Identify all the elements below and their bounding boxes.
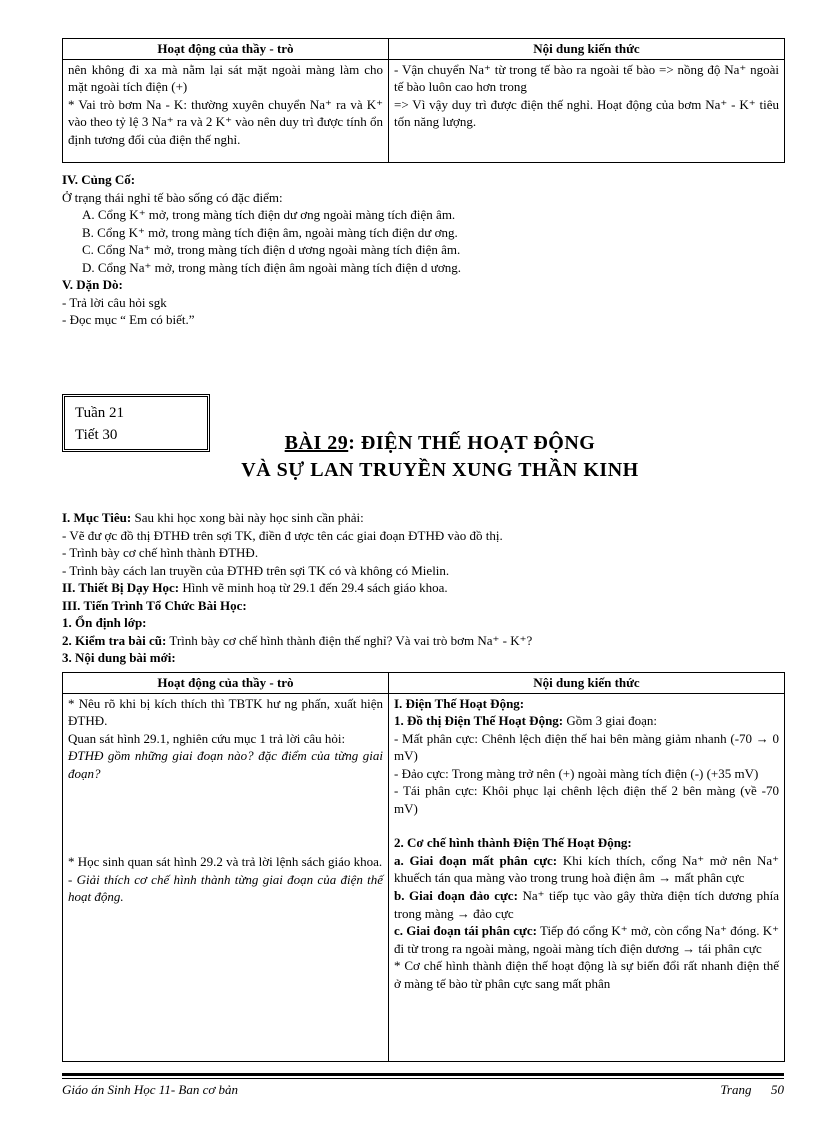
graph-text: Gồm 3 giai đoạn: <box>563 713 658 729</box>
stage-depolarization: - Mất phân cực: Chênh lệch điện thế hai bên màng giảm nhanh (-70 → 0 mV) <box>394 730 779 764</box>
mechanism-heading: 2. Cơ chế hình thành Điện Thế Hoạt Động: <box>394 835 632 851</box>
mechanism-summary: * Cơ chế hình thành điện thế hoạt động là sự biến đổi rất nhanh điện thế ở màng tế bào từ phân cực sang mất phân <box>394 958 779 991</box>
section-action-potential: I. Điện Thế Hoạt Động: <box>394 695 525 711</box>
footer-page-label: Trang <box>720 1082 752 1097</box>
table2-header-activity: Hoạt động của thầy - trò <box>63 673 389 694</box>
homework-item-2: - Đọc mục “ Em có biết.” <box>62 312 195 328</box>
homework-heading: V. Dặn Dò: <box>62 277 123 293</box>
table1-activity-p2: * Vai trò bơm Na - K: thường xuyên chuyển Na⁺ ra và K⁺ vào theo tỷ lệ 3 Na⁺ ra và 2 K⁺ vào nên duy trì được tính ổn định tương đối của điện thế nghỉ. <box>68 96 383 147</box>
activity-question-1: ĐTHĐ gồm những giai đoạn nào? đặc điểm của từng giai đoạn? <box>68 748 383 781</box>
week-label: Tuần 21 <box>75 405 125 421</box>
page-footer <box>62 1073 784 1099</box>
objective-item-2: - Trình bày cơ chế hình thành ĐTHĐ. <box>62 545 259 561</box>
lesson-title-line1: : ĐIỆN THẾ HOẠT ĐỘNG <box>348 432 596 454</box>
answer-option-b: B. Cổng K⁺ mở, trong màng tích điện âm, ngoài màng tích điện dư ơng. <box>82 224 458 240</box>
lesson-number: BÀI 29 <box>284 432 349 454</box>
objectives-intro: Sau khi học xong bài này học sinh cần phải: <box>131 510 364 525</box>
activity-p1: * Nêu rõ khi bị kích thích thì TBTK hư ng phấn, xuất hiện ĐTHĐ. <box>68 695 383 729</box>
review-heading: 2. Kiểm tra bài cũ: <box>62 632 167 648</box>
period-label: Tiết 30 <box>75 426 118 443</box>
stage-reversal: - Đảo cực: Trong màng trở nên (+) ngoài màng tích điện (-) (+35 mV) <box>394 765 759 781</box>
table1-content-cell <box>389 59 785 162</box>
review-text: Trình bày cơ chế hình thành điện thế nghỉ? Và vai trò bơm Na⁺ - K⁺? <box>166 632 533 648</box>
answer-option-a: A. Cổng K⁺ mở, trong màng tích điện dư ơng ngoài màng tích điện âm. <box>82 207 456 223</box>
consolidation-question: Ở trạng thái nghỉ tế bào sống có đặc điểm: <box>62 189 283 205</box>
answer-option-d: D. Cổng Na⁺ mở, trong màng tích điện âm ngoài màng tích điện d ương. <box>82 259 461 275</box>
footer-rule-thick <box>62 1073 784 1076</box>
activity-p4: * Học sinh quan sát hình 29.2 và trả lời lệnh sách giáo khoa. <box>68 854 383 870</box>
table1-activity-cell <box>63 59 389 162</box>
phase-b-heading: b. Giai đoạn đảo cực: <box>394 888 518 904</box>
phase-c-text: Tiếp đó cổng K⁺ mở, còn cổng Na⁺ đóng. K⁺ đi từ trong ra ngoài màng, ngoài màng tích điện dương → tái phân cực <box>394 923 779 956</box>
stage-repolarization: - Tái phân cực: Khôi phục lại chênh lệch điện thế 2 bên màng (về -70 mV) <box>394 783 779 816</box>
consolidation-section <box>62 171 792 329</box>
equipment-heading: II. Thiết Bị Dạy Học: <box>62 580 180 596</box>
table1-header-activity: Hoạt động của thầy - trò <box>63 39 389 60</box>
table2-content-cell <box>389 693 785 1061</box>
homework-item-1: - Trả lời câu hỏi sgk <box>62 294 167 310</box>
lesson-title <box>150 430 730 484</box>
consolidation-heading: IV. Củng Cố: <box>62 172 136 187</box>
table1-header-content: Nội dung kiến thức <box>389 39 785 60</box>
procedure-heading: III. Tiến Trình Tổ Chức Bài Học: <box>62 597 247 613</box>
lesson-title-line2: VÀ SỰ LAN TRUYỀN XUNG THẦN KINH <box>241 459 639 481</box>
equipment-text: Hình vẽ minh hoạ từ 29.1 đến 29.4 sách giáo khoa. <box>179 580 448 596</box>
table2-activity-cell <box>63 693 389 1061</box>
phase-c-heading: c. Giai đoạn tái phân cực: <box>394 923 537 939</box>
objectives-heading: I. Mục Tiêu: <box>62 510 132 525</box>
table1-content-p1: - Vận chuyển Na⁺ từ trong tế bào ra ngoài tế bào => nồng độ Na⁺ ngoài tế bào luôn cao hơn trong <box>394 61 779 95</box>
footer-page <box>720 1081 784 1099</box>
phase-a-text: Khi kích thích, cổng Na⁺ mở nên Na⁺ khuếch tán qua màng vào trong trung hoà điện âm → mất phân cực <box>394 852 779 886</box>
answer-option-c: C. Cổng Na⁺ mở, trong màng tích điện d ương ngoài màng tích điện âm. <box>82 242 461 258</box>
phase-a-heading: a. Giai đoạn mất phân cực: <box>394 852 558 868</box>
objective-item-1: - Vẽ đư ợc đồ thị ĐTHĐ trên sợi TK, điền đ ược tên các giai đoạn ĐTHĐ vào đồ thị. <box>62 527 503 543</box>
footer-course-label: Giáo án Sinh Học 11- Ban cơ bản <box>62 1082 239 1097</box>
table1-content-p2: => Vì vậy duy trì được điện thế nghỉ. Hoạt động của bơm Na⁺ - K⁺ tiêu tốn năng lượng. <box>394 96 779 130</box>
activity-question-2: - Giải thích cơ chế hình thành từng giai đoạn của điện thế hoạt động. <box>68 871 383 905</box>
footer-page-number: 50 <box>771 1082 784 1097</box>
table2-header-content: Nội dung kiến thức <box>389 673 785 694</box>
activity-p2: Quan sát hình 29.1, nghiên cứu mục 1 trả lời câu hỏi: <box>68 730 346 746</box>
new-content-heading: 3. Nội dung bài mới: <box>62 650 176 666</box>
continued-lesson-table <box>62 38 785 163</box>
graph-heading: 1. Đồ thị Điện Thế Hoạt Động: <box>394 713 564 729</box>
lesson-intro <box>62 509 792 667</box>
phase-b-text: Na⁺ tiếp tục vào gây thừa điện tích dương phía trong màng → đảo cực <box>394 888 779 921</box>
lesson-content-table <box>62 672 785 1062</box>
class-setup-heading: 1. Ổn định lớp: <box>62 615 147 631</box>
objective-item-3: - Trình bày cách lan truyền của ĐTHĐ trên sợi TK có và không có Mielin. <box>62 562 450 578</box>
table1-activity-p1: nên không đi xa mà nằm lại sát mặt ngoài màng làm cho mặt ngoài tích điện (+) <box>68 61 383 95</box>
